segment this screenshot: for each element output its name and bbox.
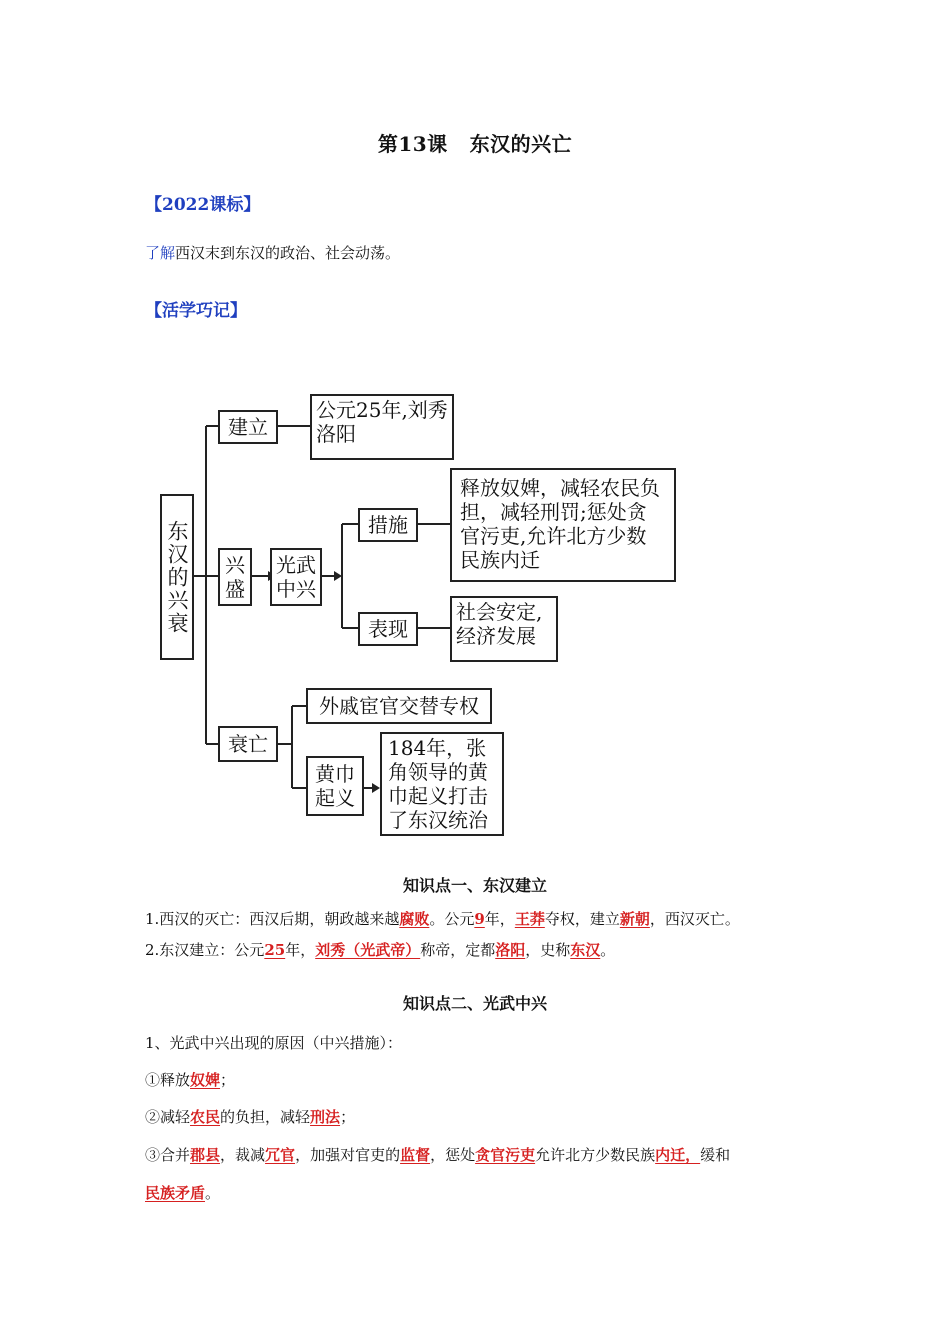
text: ，惩处 (430, 1146, 476, 1164)
text: 缓和 (700, 1146, 731, 1164)
yellow-turban-detail-box: 184年，张角领导的黄巾起义打击了东汉统治 (380, 732, 504, 836)
text: 的负担，减轻 (220, 1108, 311, 1126)
kp2-measure-2 (145, 1106, 355, 1128)
mind-map-diagram (148, 386, 688, 838)
kp2-measure-1 (145, 1069, 235, 1091)
answer: 监督 (400, 1146, 431, 1164)
founding-detail-box: 公元25年,刘秀洛阳 (310, 394, 454, 460)
root-box: 东汉的兴衰 (160, 494, 194, 660)
text: ，加强对官吏的 (295, 1146, 401, 1164)
answer: 刑法 (310, 1108, 341, 1126)
prosperity-box: 兴盛 (218, 548, 252, 606)
kp2-intro: 1、光武中兴出现的原因（中兴措施）： (145, 1034, 403, 1052)
answer: 农民 (190, 1108, 221, 1126)
answer: 贪官污吏 (475, 1146, 536, 1164)
memory-heading: 【活学巧记】 (145, 301, 247, 321)
text: ，西汉灭亡。 (649, 910, 740, 928)
kp2-heading: 知识点二、光武中兴 (402, 994, 547, 1013)
measures-box: 措施 (358, 508, 418, 542)
standard-heading: 【2022课标】 (145, 195, 261, 215)
text: ①释放 (145, 1071, 191, 1089)
answer: 9 (474, 910, 485, 928)
answer: 王莽 (514, 910, 545, 928)
decline-box: 衰亡 (218, 726, 278, 762)
text: 夺权，建立 (544, 910, 620, 928)
lesson-name: 东汉的兴亡 (469, 132, 573, 156)
text: 年， (484, 910, 515, 928)
answer: 刘秀（光武帝） (315, 941, 421, 959)
kp1-line1 (145, 908, 740, 930)
text: 。 (205, 1184, 221, 1202)
answer: 洛阳 (495, 941, 526, 959)
text: 。公元 (429, 910, 475, 928)
kp1-line2 (145, 939, 615, 961)
kp1-heading: 知识点一、东汉建立 (402, 876, 547, 895)
answer: 民族矛盾 (145, 1184, 206, 1202)
answer: 内迁， (655, 1146, 701, 1164)
lesson-number: 第13课 (377, 132, 448, 156)
text: 。 (600, 941, 616, 959)
standard-content: 西汉末到东汉的政治、社会动荡。 (175, 244, 401, 262)
answer: 冗官 (265, 1146, 296, 1164)
yellow-turban-box: 黄巾起义 (306, 756, 364, 816)
text: 1.西汉的灭亡：西汉后期，朝政越来越 (145, 910, 400, 928)
text: ； (220, 1071, 236, 1089)
kp2-measure-3 (145, 1144, 730, 1166)
text: ，裁减 (220, 1146, 266, 1164)
text: 称帝，定都 (420, 941, 496, 959)
standard-text (145, 242, 400, 264)
text: ②减轻 (145, 1108, 191, 1126)
results-box: 表现 (358, 612, 418, 646)
text: ，史称 (525, 941, 571, 959)
answer: 奴婢 (190, 1071, 221, 1089)
text: 2.东汉建立：公元 (145, 941, 265, 959)
answer: 新朝 (619, 910, 650, 928)
answer: 25 (264, 941, 286, 959)
measures-detail-box: 释放奴婢，减轻农民负担，减轻刑罚;惩处贪官污吏,允许北方少数民族内迁 (450, 468, 676, 582)
results-detail-box: 社会安定,经济发展 (450, 596, 558, 662)
text: 允许北方少数民族 (535, 1146, 656, 1164)
answer: 东汉 (570, 941, 601, 959)
guangwu-box: 光武中兴 (270, 548, 322, 606)
standard-verb: 了解 (145, 244, 176, 262)
text: 年， (285, 941, 316, 959)
text: ； (340, 1108, 356, 1126)
answer: 腐败 (399, 910, 430, 928)
text: ③合并 (145, 1146, 191, 1164)
consort-eunuch-box: 外戚宦官交替专权 (306, 688, 492, 724)
kp2-measure-3-cont (145, 1182, 220, 1204)
founding-box: 建立 (218, 410, 278, 444)
page-title (0, 128, 950, 157)
answer: 郡县 (190, 1146, 221, 1164)
